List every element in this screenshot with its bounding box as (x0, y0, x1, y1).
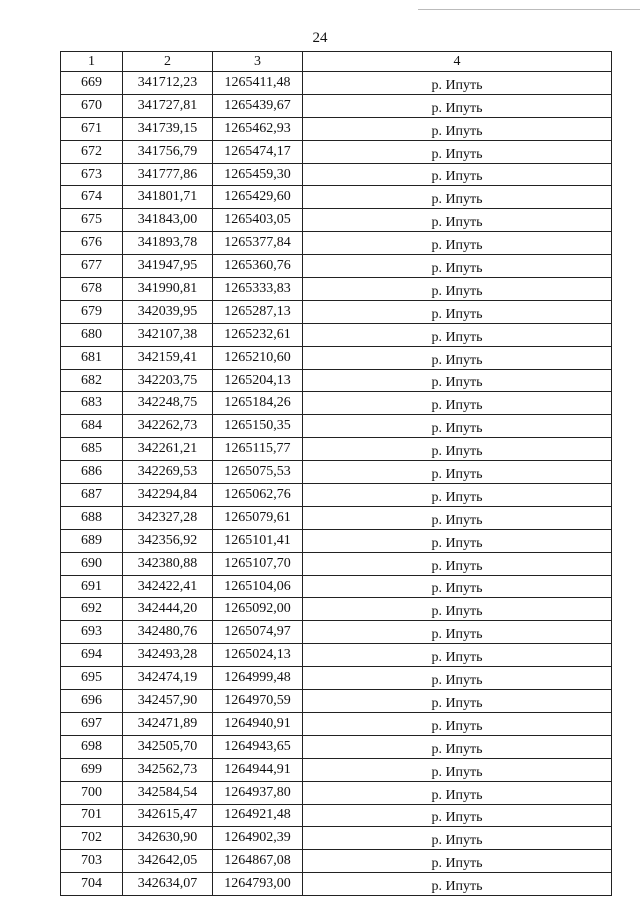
y-coordinate-cell: 1265210,60 (213, 346, 303, 369)
point-number-cell: 696 (61, 690, 123, 713)
x-coordinate-cell: 341893,78 (123, 232, 213, 255)
y-coordinate-cell: 1265062,76 (213, 484, 303, 507)
y-coordinate-cell: 1264793,00 (213, 873, 303, 896)
x-coordinate-cell: 342457,90 (123, 690, 213, 713)
coordinates-table (60, 51, 612, 896)
point-number-cell: 699 (61, 758, 123, 781)
point-number-cell: 702 (61, 827, 123, 850)
table-row (61, 827, 612, 850)
x-coordinate-cell: 342505,70 (123, 735, 213, 758)
column-header-4: 4 (303, 52, 612, 72)
point-number-cell: 695 (61, 667, 123, 690)
y-coordinate-cell: 1264867,08 (213, 850, 303, 873)
table-row (61, 117, 612, 140)
y-coordinate-cell: 1265075,53 (213, 461, 303, 484)
point-number-cell: 670 (61, 94, 123, 117)
table-row (61, 873, 612, 896)
table-row (61, 552, 612, 575)
x-coordinate-cell: 341947,95 (123, 255, 213, 278)
table-row (61, 506, 612, 529)
y-coordinate-cell: 1265092,00 (213, 598, 303, 621)
table-row (61, 209, 612, 232)
point-number-cell: 692 (61, 598, 123, 621)
boundary-name-cell: р. Ипуть (303, 827, 612, 850)
x-coordinate-cell: 342562,73 (123, 758, 213, 781)
table-row (61, 667, 612, 690)
column-header-3: 3 (213, 52, 303, 72)
point-number-cell: 679 (61, 300, 123, 323)
x-coordinate-cell: 341990,81 (123, 278, 213, 301)
y-coordinate-cell: 1265074,97 (213, 621, 303, 644)
table-row (61, 712, 612, 735)
y-coordinate-cell: 1265150,35 (213, 415, 303, 438)
table-row (61, 346, 612, 369)
x-coordinate-cell: 342248,75 (123, 392, 213, 415)
y-coordinate-cell: 1264944,91 (213, 758, 303, 781)
y-coordinate-cell: 1265403,05 (213, 209, 303, 232)
table-header-row (61, 52, 612, 72)
table-row (61, 415, 612, 438)
point-number-cell: 694 (61, 644, 123, 667)
boundary-name-cell: р. Ипуть (303, 667, 612, 690)
table-row (61, 232, 612, 255)
boundary-name-cell: р. Ипуть (303, 712, 612, 735)
y-coordinate-cell: 1265079,61 (213, 506, 303, 529)
x-coordinate-cell: 342261,21 (123, 438, 213, 461)
table-row (61, 438, 612, 461)
boundary-name-cell: р. Ипуть (303, 804, 612, 827)
point-number-cell: 685 (61, 438, 123, 461)
boundary-name-cell: р. Ипуть (303, 529, 612, 552)
boundary-name-cell: р. Ипуть (303, 552, 612, 575)
boundary-name-cell: р. Ипуть (303, 140, 612, 163)
boundary-name-cell: р. Ипуть (303, 186, 612, 209)
y-coordinate-cell: 1265474,17 (213, 140, 303, 163)
y-coordinate-cell: 1264902,39 (213, 827, 303, 850)
point-number-cell: 681 (61, 346, 123, 369)
y-coordinate-cell: 1265107,70 (213, 552, 303, 575)
table-row (61, 529, 612, 552)
y-coordinate-cell: 1265439,67 (213, 94, 303, 117)
y-coordinate-cell: 1264940,91 (213, 712, 303, 735)
point-number-cell: 680 (61, 323, 123, 346)
x-coordinate-cell: 342356,92 (123, 529, 213, 552)
y-coordinate-cell: 1265204,13 (213, 369, 303, 392)
point-number-cell: 693 (61, 621, 123, 644)
column-header-1: 1 (61, 52, 123, 72)
table-row (61, 186, 612, 209)
point-number-cell: 676 (61, 232, 123, 255)
point-number-cell: 698 (61, 735, 123, 758)
table-row (61, 758, 612, 781)
y-coordinate-cell: 1265287,13 (213, 300, 303, 323)
x-coordinate-cell: 342327,28 (123, 506, 213, 529)
x-coordinate-cell: 342471,89 (123, 712, 213, 735)
x-coordinate-cell: 342269,53 (123, 461, 213, 484)
table-row (61, 850, 612, 873)
table-row (61, 94, 612, 117)
point-number-cell: 701 (61, 804, 123, 827)
y-coordinate-cell: 1264999,48 (213, 667, 303, 690)
boundary-name-cell: р. Ипуть (303, 758, 612, 781)
table-row (61, 255, 612, 278)
point-number-cell: 684 (61, 415, 123, 438)
x-coordinate-cell: 341801,71 (123, 186, 213, 209)
y-coordinate-cell: 1265184,26 (213, 392, 303, 415)
point-number-cell: 697 (61, 712, 123, 735)
table-row (61, 323, 612, 346)
boundary-name-cell: р. Ипуть (303, 94, 612, 117)
table-row (61, 140, 612, 163)
table-row (61, 735, 612, 758)
boundary-name-cell: р. Ипуть (303, 415, 612, 438)
boundary-name-cell: р. Ипуть (303, 232, 612, 255)
point-number-cell: 678 (61, 278, 123, 301)
y-coordinate-cell: 1264937,80 (213, 781, 303, 804)
y-coordinate-cell: 1265377,84 (213, 232, 303, 255)
y-coordinate-cell: 1265232,61 (213, 323, 303, 346)
table-row (61, 300, 612, 323)
x-coordinate-cell: 342480,76 (123, 621, 213, 644)
x-coordinate-cell: 342642,05 (123, 850, 213, 873)
y-coordinate-cell: 1265104,06 (213, 575, 303, 598)
boundary-name-cell: р. Ипуть (303, 575, 612, 598)
boundary-name-cell: р. Ипуть (303, 323, 612, 346)
table-row (61, 392, 612, 415)
y-coordinate-cell: 1265333,83 (213, 278, 303, 301)
x-coordinate-cell: 342615,47 (123, 804, 213, 827)
boundary-name-cell: р. Ипуть (303, 850, 612, 873)
point-number-cell: 688 (61, 506, 123, 529)
x-coordinate-cell: 341756,79 (123, 140, 213, 163)
boundary-name-cell: р. Ипуть (303, 392, 612, 415)
boundary-name-cell: р. Ипуть (303, 461, 612, 484)
point-number-cell: 683 (61, 392, 123, 415)
boundary-name-cell: р. Ипуть (303, 781, 612, 804)
y-coordinate-cell: 1264970,59 (213, 690, 303, 713)
x-coordinate-cell: 342039,95 (123, 300, 213, 323)
point-number-cell: 677 (61, 255, 123, 278)
column-header-2: 2 (123, 52, 213, 72)
point-number-cell: 669 (61, 72, 123, 95)
boundary-name-cell: р. Ипуть (303, 484, 612, 507)
x-coordinate-cell: 342474,19 (123, 667, 213, 690)
boundary-name-cell: р. Ипуть (303, 163, 612, 186)
table-body (61, 72, 612, 896)
table-row (61, 804, 612, 827)
x-coordinate-cell: 342159,41 (123, 346, 213, 369)
point-number-cell: 672 (61, 140, 123, 163)
y-coordinate-cell: 1265360,76 (213, 255, 303, 278)
y-coordinate-cell: 1265411,48 (213, 72, 303, 95)
point-number-cell: 689 (61, 529, 123, 552)
boundary-name-cell: р. Ипуть (303, 690, 612, 713)
boundary-name-cell: р. Ипуть (303, 117, 612, 140)
x-coordinate-cell: 341727,81 (123, 94, 213, 117)
boundary-name-cell: р. Ипуть (303, 369, 612, 392)
y-coordinate-cell: 1264921,48 (213, 804, 303, 827)
x-coordinate-cell: 342584,54 (123, 781, 213, 804)
point-number-cell: 686 (61, 461, 123, 484)
y-coordinate-cell: 1265024,13 (213, 644, 303, 667)
y-coordinate-cell: 1265101,41 (213, 529, 303, 552)
table-row (61, 369, 612, 392)
x-coordinate-cell: 342294,84 (123, 484, 213, 507)
x-coordinate-cell: 342422,41 (123, 575, 213, 598)
point-number-cell: 682 (61, 369, 123, 392)
y-coordinate-cell: 1265459,30 (213, 163, 303, 186)
boundary-name-cell: р. Ипуть (303, 621, 612, 644)
point-number-cell: 703 (61, 850, 123, 873)
x-coordinate-cell: 342630,90 (123, 827, 213, 850)
x-coordinate-cell: 341712,23 (123, 72, 213, 95)
point-number-cell: 690 (61, 552, 123, 575)
boundary-name-cell: р. Ипуть (303, 278, 612, 301)
point-number-cell: 700 (61, 781, 123, 804)
x-coordinate-cell: 342107,38 (123, 323, 213, 346)
boundary-name-cell: р. Ипуть (303, 300, 612, 323)
boundary-name-cell: р. Ипуть (303, 735, 612, 758)
table-row (61, 690, 612, 713)
x-coordinate-cell: 341739,15 (123, 117, 213, 140)
page-number: 24 (312, 30, 328, 46)
boundary-name-cell: р. Ипуть (303, 72, 612, 95)
x-coordinate-cell: 342493,28 (123, 644, 213, 667)
x-coordinate-cell: 342380,88 (123, 552, 213, 575)
y-coordinate-cell: 1264943,65 (213, 735, 303, 758)
boundary-name-cell: р. Ипуть (303, 255, 612, 278)
table-row (61, 575, 612, 598)
y-coordinate-cell: 1265115,77 (213, 438, 303, 461)
table-row (61, 461, 612, 484)
x-coordinate-cell: 342262,73 (123, 415, 213, 438)
boundary-name-cell: р. Ипуть (303, 873, 612, 896)
boundary-name-cell: р. Ипуть (303, 644, 612, 667)
point-number-cell: 691 (61, 575, 123, 598)
boundary-name-cell: р. Ипуть (303, 209, 612, 232)
table-row (61, 644, 612, 667)
scan-artifact-line (418, 9, 640, 10)
point-number-cell: 671 (61, 117, 123, 140)
table-row (61, 163, 612, 186)
x-coordinate-cell: 342444,20 (123, 598, 213, 621)
point-number-cell: 673 (61, 163, 123, 186)
point-number-cell: 674 (61, 186, 123, 209)
boundary-name-cell: р. Ипуть (303, 598, 612, 621)
x-coordinate-cell: 341777,86 (123, 163, 213, 186)
x-coordinate-cell: 342634,07 (123, 873, 213, 896)
table-row (61, 781, 612, 804)
x-coordinate-cell: 342203,75 (123, 369, 213, 392)
boundary-name-cell: р. Ипуть (303, 438, 612, 461)
x-coordinate-cell: 341843,00 (123, 209, 213, 232)
point-number-cell: 687 (61, 484, 123, 507)
boundary-name-cell: р. Ипуть (303, 506, 612, 529)
y-coordinate-cell: 1265429,60 (213, 186, 303, 209)
table-row (61, 72, 612, 95)
point-number-cell: 704 (61, 873, 123, 896)
table-row (61, 278, 612, 301)
boundary-name-cell: р. Ипуть (303, 346, 612, 369)
table-row (61, 484, 612, 507)
point-number-cell: 675 (61, 209, 123, 232)
table-row (61, 598, 612, 621)
y-coordinate-cell: 1265462,93 (213, 117, 303, 140)
table-row (61, 621, 612, 644)
